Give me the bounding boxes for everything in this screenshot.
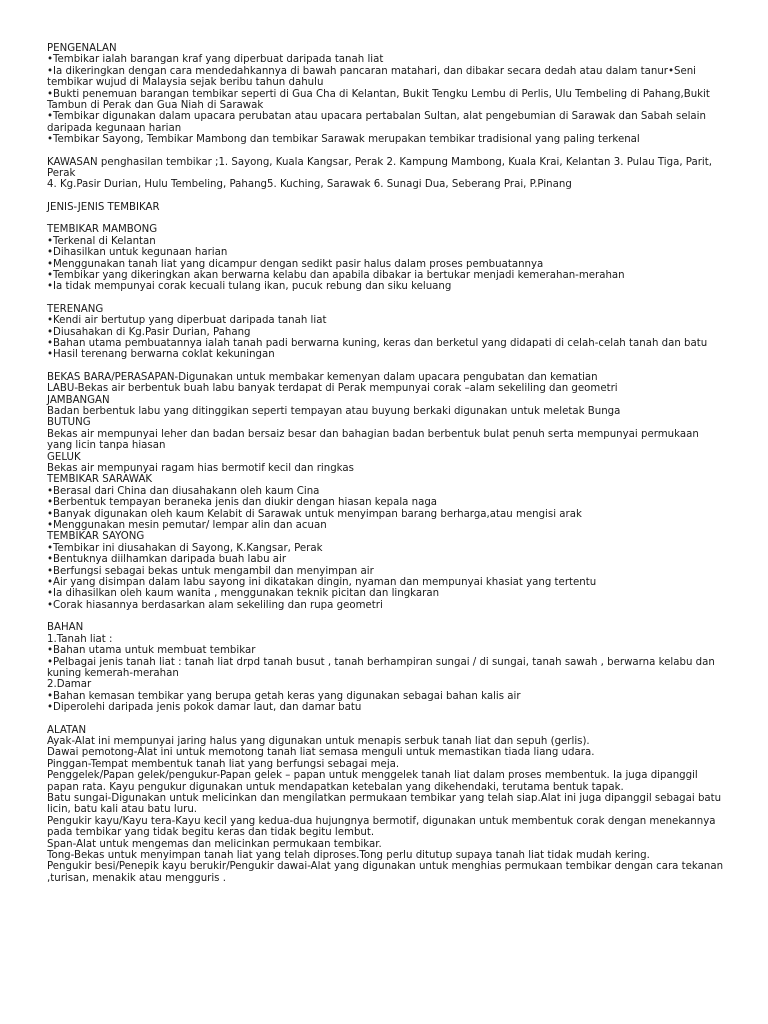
- section: [47, 725, 727, 885]
- text-line: Badan berbentuk labu yang ditinggikan seperti tempayan atau buyung berkaki digunakan untuk meletak Bunga: [47, 405, 621, 417]
- section-gap: [47, 714, 727, 725]
- text-line: Tong-Bekas untuk menyimpan tanah liat yang telah diproses.Tong perlu ditutup supaya tanah liat tidak mudah kering.: [47, 850, 650, 861]
- text-line: •Diusahakan di Kg.Pasir Durian, Pahang: [47, 326, 251, 338]
- text-line: BUTUNG: [47, 417, 91, 429]
- text-line: •Menggunakan tanah liat yang dicampur dengan sedikt pasir halus dalam proses pembuatannya: [47, 258, 544, 270]
- section-gap: [47, 191, 727, 202]
- text-line: Bekas air mempunyai leher dan badan bersaiz besar dan bahagian badan berbentuk bulat penuh serta mempunyai permukaan yang licin tanpa hiasan: [47, 428, 699, 452]
- text-line: •Bahan utama pembuatannya ialah tanah padi berwarna kuning, keras dan berketul yang didapati di celah-celah tanah dan batu: [47, 337, 708, 349]
- section: [47, 202, 727, 213]
- text-line: Span-Alat untuk mengemas dan melicinkan permukaan tembikar.: [47, 838, 382, 850]
- text-line: •Bahan utama untuk membuat tembikar: [47, 645, 256, 657]
- section-gap: [47, 611, 727, 622]
- document-body: [47, 43, 727, 884]
- text-line: Penggelek/Papan gelek/pengukur-Papan gelek – papan untuk menggelek tanah liat dalam proses membentuk. Ia juga dipanggil papan rata. Kayu pengukur digunakan untuk mendapatkan ketebalan yang dikehendaki, terutama bentuk tapak.: [47, 770, 698, 793]
- text-line: •Tembikar digunakan dalam upacara perubatan atau upacara pertabalan Sultan, alat pengebumian di Sarawak dan Sabah selain daripada kegunaan harian: [47, 111, 706, 134]
- text-line: •Diperolehi daripada jenis pokok damar laut, dan damar batu: [47, 702, 362, 714]
- text-line: Ayak-Alat ini mempunyai jaring halus yang digunakan untuk menapis serbuk tanah liat dan sepuh (gerlis).: [47, 735, 590, 747]
- text-line: Dawai pemotong-Alat ini untuk memotong tanah liat semasa menguli untuk memastikan tiada liang udara.: [47, 747, 595, 759]
- text-line: 2.Damar: [47, 679, 92, 691]
- text-line: TERENANG: [47, 303, 104, 315]
- text-line: •Ia dihasilkan oleh kaum wanita , menggunakan teknik picitan dan lingkaran: [47, 588, 440, 600]
- text-line: •Tembikar ialah barangan kraf yang diperbuat daripada tanah liat: [47, 54, 384, 66]
- section-gap: [47, 293, 727, 304]
- section: [47, 622, 727, 713]
- text-line: Batu sungai-Digunakan untuk melicinkan dan mengilatkan permukaan tembikar yang telah siap.Alat ini juga dipanggil sebagai batu licin, batu kali atau batu luru.: [47, 792, 722, 816]
- text-line: Pengukir kayu/Kayu tera-Kayu kecil yang kedua-dua hujungnya bermotif, digunakan untuk membentuk corak dengan menekannya pada tembikar yang tidak begitu keras dan tidak begitu lembut.: [47, 815, 716, 839]
- text-line: •Bentuknya diilhamkan daripada buah labu air: [47, 554, 287, 566]
- text-line: 1.Tanah liat :: [47, 633, 113, 645]
- section: [47, 224, 727, 292]
- text-line: Bekas air mempunyai ragam hias bermotif kecil dan ringkas: [47, 463, 354, 474]
- text-line: •Corak hiasannya berdasarkan alam sekeliling dan rupa geometri: [47, 599, 383, 611]
- text-line: GELUK: [47, 451, 81, 463]
- text-line: •Ia tidak mempunyai corak kecuali tulang ikan, pucuk rebung dan siku keluang: [47, 281, 452, 293]
- text-line: •Hasil terenang berwarna coklat kekuningan: [47, 349, 275, 361]
- section-gap: [47, 146, 727, 157]
- text-line: •Tembikar ini diusahakan di Sayong, K.Kangsar, Perak: [47, 542, 323, 554]
- text-line: •Pelbagai jenis tanah liat : tanah liat drpd tanah busut , tanah berhampiran sungai / di sungai, tanah sawah , berwarna kelabu dan kuning kemerah-merahan: [47, 656, 715, 679]
- section-gap: [47, 361, 727, 372]
- text-line: Pinggan-Tempat membentuk tanah liat yang berfungsi sebagai meja.: [47, 758, 400, 770]
- text-line: •Berbentuk tempayan beraneka jenis dan diukir dengan hiasan kepala naga: [47, 497, 438, 509]
- section: [47, 372, 727, 612]
- text-line: •Ia dikeringkan dengan cara mendedahkannya di bawah pancaran matahari, dan dibakar secara dedah atau dalam tanur•Seni tembikar wujud di Malaysia sejak beribu tahun dahulu: [47, 65, 697, 89]
- section: [47, 304, 727, 361]
- text-line: PENGENALAN: [47, 43, 117, 54]
- text-line: •Berfungsi sebagai bekas untuk mengambil dan menyimpan air: [47, 565, 374, 577]
- text-line: BAHAN: [47, 622, 84, 634]
- text-line: KAWASAN penghasilan tembikar ;1. Sayong, Kuala Kangsar, Perak 2. Kampung Mambong, Kuala Krai, Kelantan 3. Pulau Tiga, Parit, Perak: [47, 156, 712, 180]
- section-gap: [47, 213, 727, 224]
- text-line: •Dihasilkan untuk kegunaan harian: [47, 247, 228, 259]
- text-line: •Kendi air bertutup yang diperbuat daripada tanah liat: [47, 315, 327, 327]
- text-line: TEMBIKAR SAYONG: [47, 531, 145, 543]
- text-line: •Terkenal di Kelantan: [47, 235, 156, 247]
- text-line: •Banyak digunakan oleh kaum Kelabit di Sarawak untuk menyimpan barang berharga,atau mengisi arak: [47, 508, 582, 520]
- text-line: TEMBIKAR SARAWAK: [47, 474, 153, 486]
- section: [47, 157, 727, 191]
- text-line: •Tembikar Sayong, Tembikar Mambong dan tembikar Sarawak merupakan tembikar tradisional yang paling terkenal: [47, 134, 640, 146]
- text-line: •Berasal dari China dan diusahakann oleh kaum Cina: [47, 485, 320, 497]
- section: [47, 43, 727, 146]
- text-line: ALATAN: [47, 724, 87, 736]
- text-line: JENIS-JENIS TEMBIKAR: [47, 201, 160, 213]
- text-line: BEKAS BARA/PERASAPAN-Digunakan untuk membakar kemenyan dalam upacara pengubatan dan kematian: [47, 371, 598, 383]
- text-line: •Bukti penemuan barangan tembikar seperti di Gua Cha di Kelantan, Bukit Tengku Lembu di Perlis, Ulu Tembeling di Pahang,Bukit Tambun di Perak dan Gua Niah di Sarawak: [47, 88, 710, 112]
- text-line: Pengukir besi/Penepik kayu berukir/Pengukir dawai-Alat yang digunakan untuk menghias permukaan tembikar dengan cara tekanan ,turisan, menakik atau mengguris .: [47, 861, 724, 884]
- text-line: •Tembikar yang dikeringkan akan berwarna kelabu dan apabila dibakar ia bertukar menjadi kemerahan-merahan: [47, 269, 625, 281]
- text-line: LABU-Bekas air berbentuk buah labu banyak terdapat di Perak mempunyai corak –alam sekeliling dan geometri: [47, 383, 618, 395]
- text-line: •Air yang disimpan dalam labu sayong ini dikatakan dingin, nyaman dan mempunyai khasiat yang tertentu: [47, 577, 597, 589]
- text-line: •Menggunakan mesin pemutar/ lempar alin dan acuan: [47, 520, 327, 532]
- text-line: JAMBANGAN: [47, 394, 110, 406]
- text-line: 4. Kg.Pasir Durian, Hulu Tembeling, Pahang5. Kuching, Sarawak 6. Sunagi Dua, Seberang Prai, P.Pinang: [47, 179, 572, 191]
- text-line: TEMBIKAR MAMBONG: [47, 224, 158, 236]
- text-line: •Bahan kemasan tembikar yang berupa getah keras yang digunakan sebagai bahan kalis air: [47, 690, 521, 702]
